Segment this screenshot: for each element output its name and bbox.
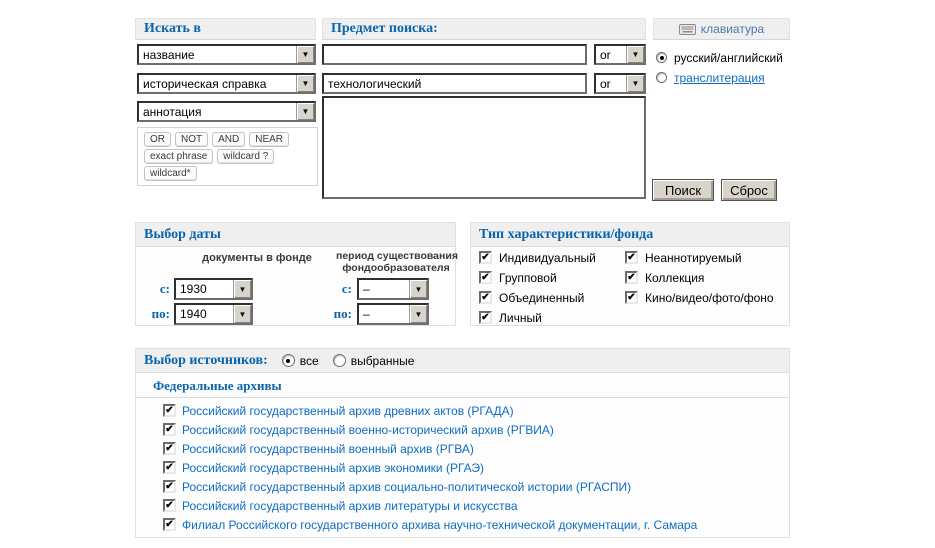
fund-unannotated-label: Неаннотируемый <box>645 251 742 265</box>
creator-to-label: по: <box>333 306 352 321</box>
sources-title: Выбор источников: <box>144 352 268 368</box>
archive-link[interactable]: Российский государственный военный архив (РГВА) <box>182 442 474 456</box>
operator-near-button[interactable]: NEAR <box>249 132 289 147</box>
docs-in-fund-label: документы в фонде <box>202 252 312 264</box>
fund-collection-label: Коллекция <box>645 271 705 285</box>
search-button[interactable]: Поиск <box>652 179 714 201</box>
fund-individual-label: Индивидуальный <box>499 251 596 265</box>
fund-personal-checkbox[interactable] <box>479 311 492 324</box>
archive-link[interactable]: Российский государственный архив литературы и искусства <box>182 499 518 513</box>
date-filter-title: Выбор даты <box>144 226 221 242</box>
chevron-down-icon[interactable] <box>626 46 644 63</box>
search-term-input-2[interactable] <box>322 73 587 94</box>
field-select-3-value: аннотация <box>143 104 202 119</box>
creator-to-select[interactable] <box>357 303 429 325</box>
field-select-3[interactable] <box>137 101 316 122</box>
archive-link[interactable]: Российский государственный архив экономики (РГАЭ) <box>182 461 485 475</box>
federal-archives-title: Федеральные архивы <box>153 378 282 393</box>
fund-united-checkbox[interactable] <box>479 291 492 304</box>
archive-checkbox[interactable] <box>163 499 176 512</box>
fund-media-checkbox[interactable] <box>625 291 638 304</box>
keyboard-link[interactable]: клавиатура <box>700 22 765 36</box>
chevron-down-icon[interactable] <box>626 75 644 92</box>
sources-selected-label: выбранные <box>350 353 415 368</box>
operator-select-1-value: or <box>600 47 611 62</box>
creator-period-label-line1: период существования <box>336 250 458 262</box>
fund-personal-label: Личный <box>499 311 542 325</box>
chevron-down-icon[interactable] <box>296 75 314 92</box>
chevron-down-icon[interactable] <box>296 103 314 120</box>
archive-checkbox[interactable] <box>163 518 176 531</box>
field-select-1-value: название <box>143 47 195 62</box>
archive-checkbox[interactable] <box>163 461 176 474</box>
docs-to-label: по: <box>151 306 170 321</box>
keyboard-strip <box>653 18 790 40</box>
field-select-1[interactable] <box>137 44 316 65</box>
archive-link[interactable]: Российский государственный архив социально-политической истории (РГАСПИ) <box>182 480 632 494</box>
operators-box <box>137 127 318 186</box>
fund-type-panel <box>470 222 790 326</box>
chevron-down-icon[interactable] <box>233 305 251 323</box>
subject-title: Предмет поиска: <box>331 21 438 36</box>
operator-select-1[interactable] <box>594 44 646 65</box>
fund-united-label: Объединенный <box>499 291 585 305</box>
creator-from-select[interactable] <box>357 278 429 300</box>
operator-not-button[interactable]: NOT <box>175 132 208 147</box>
sources-panel <box>135 348 790 538</box>
search-in-title: Искать в <box>144 21 201 36</box>
field-select-2-value: историческая справка <box>143 76 267 91</box>
search-in-header-strip <box>135 18 316 40</box>
docs-from-value: 1930 <box>180 282 207 296</box>
archive-checkbox[interactable] <box>163 442 176 455</box>
chevron-down-icon[interactable] <box>409 305 427 323</box>
sources-all-radio[interactable] <box>282 354 295 367</box>
federal-archives-header <box>136 375 789 398</box>
fund-media-label: Кино/видео/фото/фоно <box>645 291 774 305</box>
archive-checkbox[interactable] <box>163 423 176 436</box>
chevron-down-icon[interactable] <box>233 280 251 298</box>
operator-select-2-value: or <box>600 76 611 91</box>
search-term-input-1[interactable] <box>322 44 587 65</box>
creator-from-value: – <box>363 282 370 296</box>
chevron-down-icon[interactable] <box>409 280 427 298</box>
sources-selected-radio[interactable] <box>333 354 346 367</box>
operator-and-button[interactable]: AND <box>212 132 245 147</box>
operator-wildcard-star-button[interactable]: wildcard* <box>144 166 197 181</box>
docs-to-select[interactable] <box>174 303 253 325</box>
operator-select-2[interactable] <box>594 73 646 94</box>
keyboard-icon <box>679 24 696 35</box>
archive-link[interactable]: Российский государственный военно-исторический архив (РГВИА) <box>182 423 554 437</box>
reset-button[interactable]: Сброс <box>721 179 777 201</box>
transliteration-radio[interactable] <box>656 72 667 83</box>
transliteration-link[interactable]: транслитерация <box>674 71 765 85</box>
archive-checkbox[interactable] <box>163 480 176 493</box>
fund-type-title: Тип характеристики/фонда <box>479 226 654 242</box>
fund-unannotated-checkbox[interactable] <box>625 251 638 264</box>
fund-group-label: Групповой <box>499 271 557 285</box>
fund-individual-checkbox[interactable] <box>479 251 492 264</box>
creator-from-label: с: <box>341 281 352 296</box>
archive-link[interactable]: Филиал Российского государственного архива научно-технической документации, г. Самара <box>182 518 698 532</box>
sources-header-strip <box>136 349 789 373</box>
subject-header-strip <box>322 18 646 40</box>
fund-type-header-strip <box>471 223 789 247</box>
search-terms-textarea[interactable] <box>322 96 646 199</box>
archive-link[interactable]: Российский государственный архив древних актов (РГАДА) <box>182 404 514 418</box>
operator-exact-phrase-button[interactable]: exact phrase <box>144 149 213 164</box>
chevron-down-icon[interactable] <box>296 46 314 63</box>
date-filter-panel <box>135 222 456 326</box>
fund-group-checkbox[interactable] <box>479 271 492 284</box>
sources-all-label: все <box>299 353 319 368</box>
archive-checkbox[interactable] <box>163 404 176 417</box>
date-filter-header-strip <box>136 223 455 247</box>
field-select-2[interactable] <box>137 73 316 94</box>
lang-russian-english-radio[interactable] <box>656 52 667 63</box>
lang-russian-english-label: русский/английский <box>674 51 783 65</box>
docs-to-value: 1940 <box>180 307 207 321</box>
creator-to-value: – <box>363 307 370 321</box>
docs-from-label: с: <box>159 281 170 296</box>
creator-period-label-line2: фондообразователя <box>342 262 450 274</box>
operator-wildcard-q-button[interactable]: wildcard ? <box>217 149 274 164</box>
operator-or-button[interactable]: OR <box>144 132 171 147</box>
docs-from-select[interactable] <box>174 278 253 300</box>
fund-collection-checkbox[interactable] <box>625 271 638 284</box>
